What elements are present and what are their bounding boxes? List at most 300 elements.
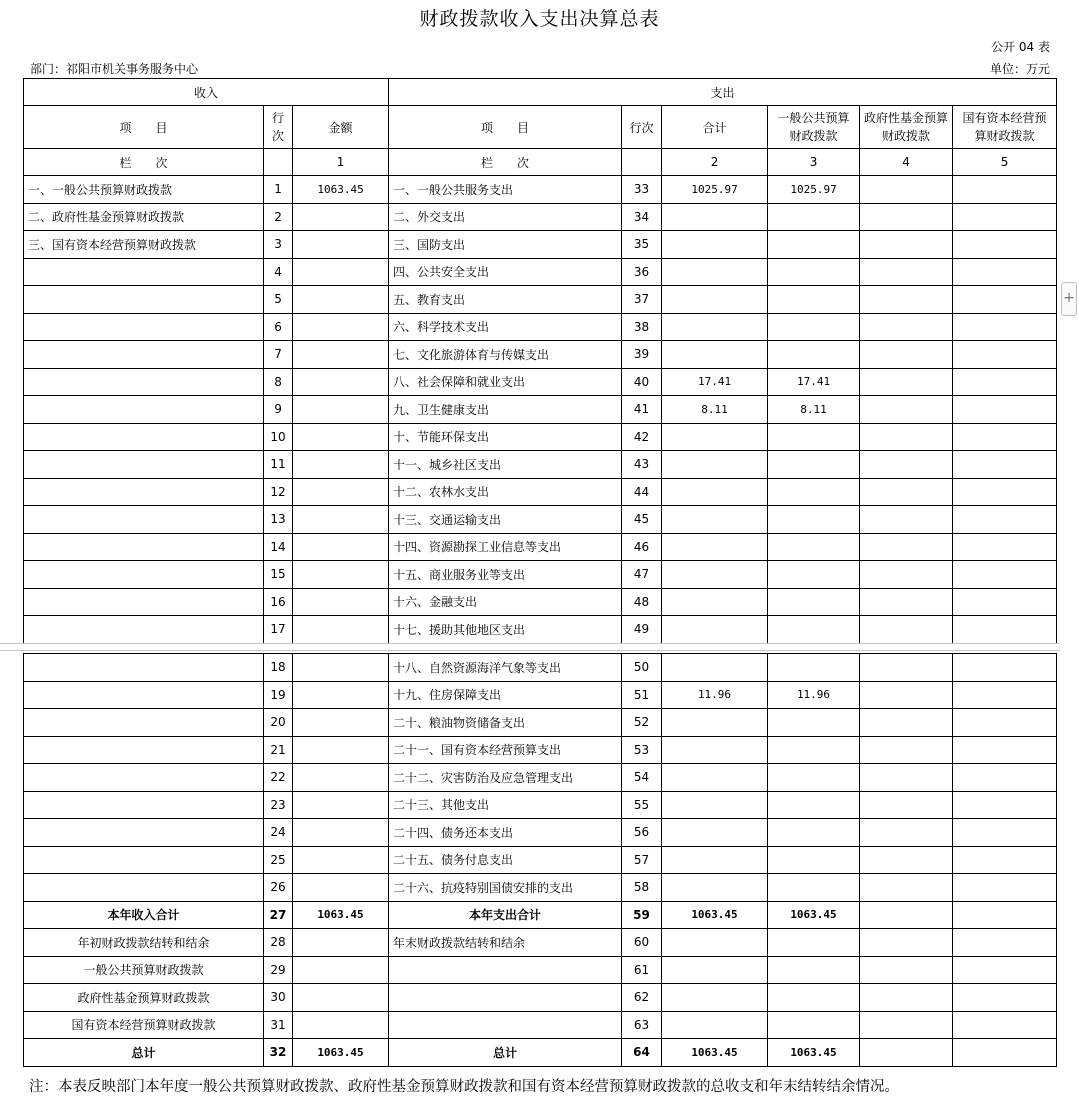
expense-state-capital-cell — [953, 423, 1057, 451]
table-row — [24, 561, 1057, 589]
expense-gov-fund-cell — [860, 176, 953, 204]
expense-line-cell: 34 — [622, 203, 662, 231]
income-amount-cell — [293, 616, 389, 644]
income-line-cell: 29 — [264, 956, 293, 984]
expense-item-cell: 五、教育支出 — [389, 286, 622, 314]
expense-general-cell — [768, 451, 860, 479]
table-row — [24, 231, 1057, 259]
expense-state-capital-cell — [953, 819, 1057, 847]
expense-total-cell — [662, 203, 768, 231]
expense-gov-fund-cell — [860, 231, 953, 259]
expense-state-capital-cell — [953, 451, 1057, 479]
expense-line-cell: 61 — [622, 956, 662, 984]
income-amount-cell: 1063.45 — [293, 901, 389, 929]
income-line-cell: 14 — [264, 533, 293, 561]
expense-item-cell: 十一、城乡社区支出 — [389, 451, 622, 479]
expense-total-cell — [662, 341, 768, 369]
income-line-cell: 26 — [264, 874, 293, 902]
income-item-cell: 二、政府性基金预算财政拨款 — [24, 203, 264, 231]
expense-total-cell — [662, 286, 768, 314]
expense-general-cell: 1063.45 — [768, 901, 860, 929]
expense-total-cell — [662, 956, 768, 984]
unit-label: 单位：万元 — [989, 62, 1050, 76]
column-number: 4 — [860, 149, 953, 176]
expense-item-cell: 二十五、债务付息支出 — [389, 846, 622, 874]
income-item-cell: 总计 — [24, 1039, 264, 1067]
expense-state-capital-cell — [953, 561, 1057, 589]
table-row — [24, 368, 1057, 396]
expense-general-cell — [768, 588, 860, 616]
expense-state-capital-cell — [953, 956, 1057, 984]
income-amount-cell — [293, 1011, 389, 1039]
income-item-cell: 一、一般公共预算财政拨款 — [24, 176, 264, 204]
income-amount-cell — [293, 423, 389, 451]
income-amount-cell — [293, 396, 389, 424]
table-row — [24, 588, 1057, 616]
expense-item-cell: 九、卫生健康支出 — [389, 396, 622, 424]
expense-gov-fund-cell — [860, 478, 953, 506]
income-line-cell: 23 — [264, 791, 293, 819]
expense-gov-fund-cell — [860, 709, 953, 737]
expense-total-cell: 1025.97 — [662, 176, 768, 204]
expense-line-header: 行次 — [622, 106, 662, 149]
income-amount-cell — [293, 286, 389, 314]
expense-line-cell: 35 — [622, 231, 662, 259]
expense-gov-fund-cell — [860, 791, 953, 819]
expense-state-capital-cell — [953, 588, 1057, 616]
income-line-cell: 27 — [264, 901, 293, 929]
income-item-cell — [24, 506, 264, 534]
income-line-cell: 6 — [264, 313, 293, 341]
expense-gov-fund-cell — [860, 929, 953, 957]
expense-gov-fund-cell — [860, 956, 953, 984]
income-header: 收入 — [24, 79, 389, 106]
expense-total-cell — [662, 506, 768, 534]
expense-total-cell — [662, 258, 768, 286]
gov-fund-header: 政府性基金预算财政拨款 — [860, 106, 953, 149]
expense-line-cell: 62 — [622, 984, 662, 1012]
expense-gov-fund-cell — [860, 588, 953, 616]
expense-general-cell — [768, 506, 860, 534]
expense-item-cell: 二十一、国有资本经营预算支出 — [389, 736, 622, 764]
column-number: 3 — [768, 149, 860, 176]
income-line-cell: 5 — [264, 286, 293, 314]
expense-general-cell — [768, 341, 860, 369]
expense-gov-fund-cell — [860, 846, 953, 874]
expense-gov-fund-cell — [860, 423, 953, 451]
expense-state-capital-cell — [953, 654, 1057, 682]
expense-item-cell: 十九、住房保障支出 — [389, 681, 622, 709]
page-break-line — [0, 650, 1060, 651]
expense-general-cell — [768, 874, 860, 902]
income-item-cell: 一般公共预算财政拨款 — [24, 956, 264, 984]
expense-general-cell — [768, 533, 860, 561]
expense-state-capital-cell — [953, 533, 1057, 561]
income-line-cell: 24 — [264, 819, 293, 847]
expense-state-capital-cell — [953, 846, 1057, 874]
table-row — [24, 396, 1057, 424]
expense-gov-fund-cell — [860, 616, 953, 644]
expense-gov-fund-cell — [860, 561, 953, 589]
table-row — [24, 819, 1057, 847]
table-row — [24, 709, 1057, 737]
expense-item-cell: 一、一般公共服务支出 — [389, 176, 622, 204]
column-number: 1 — [293, 149, 389, 176]
expense-line-cell: 63 — [622, 1011, 662, 1039]
expense-line-cell: 54 — [622, 764, 662, 792]
expense-line-cell: 42 — [622, 423, 662, 451]
expense-line-cell: 51 — [622, 681, 662, 709]
income-line-cell: 8 — [264, 368, 293, 396]
expense-line-cell: 36 — [622, 258, 662, 286]
table-row — [24, 681, 1057, 709]
expense-gov-fund-cell — [860, 341, 953, 369]
income-item-cell — [24, 874, 264, 902]
expense-line-cell: 45 — [622, 506, 662, 534]
income-amount-cell — [293, 368, 389, 396]
expense-gov-fund-cell — [860, 203, 953, 231]
expense-state-capital-cell — [953, 681, 1057, 709]
income-amount-cell — [293, 984, 389, 1012]
expense-line-cell: 39 — [622, 341, 662, 369]
expense-item-cell: 二十六、抗疫特别国债安排的支出 — [389, 874, 622, 902]
expense-gov-fund-cell — [860, 1011, 953, 1039]
table-row — [24, 1039, 1057, 1067]
expense-state-capital-cell — [953, 396, 1057, 424]
income-line-cell: 12 — [264, 478, 293, 506]
expense-item-cell: 十二、农林水支出 — [389, 478, 622, 506]
expense-line-cell: 50 — [622, 654, 662, 682]
expense-total-cell: 1063.45 — [662, 1039, 768, 1067]
income-item-cell — [24, 654, 264, 682]
income-amount-cell — [293, 451, 389, 479]
income-item-cell — [24, 819, 264, 847]
income-line-cell: 17 — [264, 616, 293, 644]
expense-line-cell: 58 — [622, 874, 662, 902]
table-row — [24, 846, 1057, 874]
income-line-cell: 18 — [264, 654, 293, 682]
income-item-cell: 政府性基金预算财政拨款 — [24, 984, 264, 1012]
table-row — [24, 901, 1057, 929]
expense-general-cell — [768, 819, 860, 847]
expense-item-cell: 十七、援助其他地区支出 — [389, 616, 622, 644]
expense-item-cell: 十三、交通运输支出 — [389, 506, 622, 534]
expense-line-cell: 46 — [622, 533, 662, 561]
expense-item-header: 项 目 — [389, 106, 622, 149]
expense-total-cell — [662, 654, 768, 682]
expense-line-cell: 49 — [622, 616, 662, 644]
expense-general-cell — [768, 984, 860, 1012]
expense-item-cell: 十四、资源勘探工业信息等支出 — [389, 533, 622, 561]
income-line-header: 行次 — [264, 106, 293, 149]
income-line-cell: 21 — [264, 736, 293, 764]
expense-general-cell: 1063.45 — [768, 1039, 860, 1067]
expense-gov-fund-cell — [860, 533, 953, 561]
report-title: 财政拨款收入支出决算总表 — [419, 8, 660, 30]
table-row — [24, 654, 1057, 682]
expense-line-cell: 59 — [622, 901, 662, 929]
income-amount-cell — [293, 764, 389, 792]
expense-line-cell: 37 — [622, 286, 662, 314]
income-line-cell: 13 — [264, 506, 293, 534]
expense-state-capital-cell — [953, 258, 1057, 286]
income-amount-cell — [293, 819, 389, 847]
table-row — [24, 791, 1057, 819]
expense-gov-fund-cell — [860, 258, 953, 286]
table-row — [24, 984, 1057, 1012]
income-item-cell — [24, 341, 264, 369]
expense-general-cell: 17.41 — [768, 368, 860, 396]
expense-gov-fund-cell — [860, 451, 953, 479]
expense-gov-fund-cell — [860, 984, 953, 1012]
table-row — [24, 423, 1057, 451]
expense-item-cell: 八、社会保障和就业支出 — [389, 368, 622, 396]
expense-state-capital-cell — [953, 791, 1057, 819]
income-amount-cell — [293, 874, 389, 902]
expense-total-cell — [662, 984, 768, 1012]
income-item-cell — [24, 533, 264, 561]
column-number: 5 — [953, 149, 1057, 176]
income-line-cell: 31 — [264, 1011, 293, 1039]
income-amount-cell — [293, 929, 389, 957]
expense-item-cell: 二十二、灾害防治及应急管理支出 — [389, 764, 622, 792]
table-row — [24, 286, 1057, 314]
income-amount-cell — [293, 561, 389, 589]
income-line-cell: 4 — [264, 258, 293, 286]
expense-gov-fund-cell — [860, 396, 953, 424]
expense-gov-fund-cell — [860, 819, 953, 847]
page-break-line — [0, 643, 1060, 644]
table-row — [24, 258, 1057, 286]
income-item-cell — [24, 561, 264, 589]
expense-general-cell: 11.96 — [768, 681, 860, 709]
expense-state-capital-cell — [953, 1039, 1057, 1067]
expense-line-cell: 44 — [622, 478, 662, 506]
expense-general-cell — [768, 709, 860, 737]
expense-line-cell: 52 — [622, 709, 662, 737]
expense-total-cell — [662, 846, 768, 874]
expense-state-capital-cell — [953, 341, 1057, 369]
income-line-cell: 32 — [264, 1039, 293, 1067]
expense-total-cell — [662, 561, 768, 589]
expense-gov-fund-cell — [860, 874, 953, 902]
expense-item-cell: 十五、商业服务业等支出 — [389, 561, 622, 589]
table-row — [24, 956, 1057, 984]
income-item-cell — [24, 423, 264, 451]
income-line-cell: 20 — [264, 709, 293, 737]
expense-gov-fund-cell — [860, 736, 953, 764]
expense-item-cell — [389, 1011, 622, 1039]
expense-item-cell: 本年支出合计 — [389, 901, 622, 929]
expense-gov-fund-cell — [860, 654, 953, 682]
expense-general-cell: 1025.97 — [768, 176, 860, 204]
income-line-cell: 2 — [264, 203, 293, 231]
expense-state-capital-cell — [953, 478, 1057, 506]
expense-state-capital-cell — [953, 984, 1057, 1012]
income-item-cell — [24, 764, 264, 792]
expense-total-cell — [662, 736, 768, 764]
income-amount-cell: 1063.45 — [293, 176, 389, 204]
income-line-cell: 30 — [264, 984, 293, 1012]
expense-item-cell: 十六、金融支出 — [389, 588, 622, 616]
expense-state-capital-cell — [953, 203, 1057, 231]
income-item-cell — [24, 286, 264, 314]
expense-state-capital-cell — [953, 506, 1057, 534]
income-amount-cell — [293, 258, 389, 286]
expense-line-cell: 60 — [622, 929, 662, 957]
income-line-cell: 16 — [264, 588, 293, 616]
income-amount-cell: 1063.45 — [293, 1039, 389, 1067]
income-item-cell — [24, 846, 264, 874]
income-item-cell — [24, 258, 264, 286]
income-amount-cell — [293, 313, 389, 341]
department-label: 部门：祁阳市机关事务服务中心 — [30, 62, 199, 76]
column-label: 栏 次 — [24, 149, 264, 176]
income-item-cell — [24, 368, 264, 396]
expense-gov-fund-cell — [860, 506, 953, 534]
expense-item-cell: 七、文化旅游体育与传媒支出 — [389, 341, 622, 369]
expense-general-cell — [768, 929, 860, 957]
expense-total-cell — [662, 231, 768, 259]
table-row — [24, 929, 1057, 957]
income-item-cell — [24, 681, 264, 709]
expense-state-capital-cell — [953, 901, 1057, 929]
state-capital-header: 国有资本经营预算财政拨款 — [953, 106, 1057, 149]
income-item-cell: 本年收入合计 — [24, 901, 264, 929]
income-line-cell: 25 — [264, 846, 293, 874]
expense-item-cell: 六、科学技术支出 — [389, 313, 622, 341]
table-row — [24, 176, 1057, 204]
income-item-cell: 国有资本经营预算财政拨款 — [24, 1011, 264, 1039]
expense-general-cell — [768, 764, 860, 792]
income-line-cell: 11 — [264, 451, 293, 479]
expense-general-cell — [768, 846, 860, 874]
income-amount-cell — [293, 791, 389, 819]
expense-line-cell: 41 — [622, 396, 662, 424]
income-item-cell — [24, 313, 264, 341]
income-item-cell — [24, 588, 264, 616]
expense-total-cell: 17.41 — [662, 368, 768, 396]
income-item-cell — [24, 451, 264, 479]
income-line-cell: 28 — [264, 929, 293, 957]
income-line-cell: 19 — [264, 681, 293, 709]
expense-header: 支出 — [389, 79, 1057, 106]
income-item-cell: 年初财政拨款结转和结余 — [24, 929, 264, 957]
expense-total-cell — [662, 616, 768, 644]
expense-line-cell: 56 — [622, 819, 662, 847]
income-line-cell: 10 — [264, 423, 293, 451]
expense-line-cell: 38 — [622, 313, 662, 341]
expense-line-cell: 57 — [622, 846, 662, 874]
expense-line-cell: 43 — [622, 451, 662, 479]
expense-general-cell — [768, 286, 860, 314]
income-amount-cell — [293, 203, 389, 231]
expense-item-cell — [389, 984, 622, 1012]
expense-total-cell — [662, 1011, 768, 1039]
expense-total-cell — [662, 533, 768, 561]
table-row — [24, 736, 1057, 764]
expense-state-capital-cell — [953, 709, 1057, 737]
income-line-cell: 3 — [264, 231, 293, 259]
expense-state-capital-cell — [953, 616, 1057, 644]
column-label: 栏 次 — [389, 149, 622, 176]
expense-total-cell — [662, 478, 768, 506]
expense-total-cell: 1063.45 — [662, 901, 768, 929]
total-header: 合计 — [662, 106, 768, 149]
expense-total-cell — [662, 313, 768, 341]
expense-item-cell: 二、外交支出 — [389, 203, 622, 231]
expense-total-cell — [662, 874, 768, 902]
expense-gov-fund-cell — [860, 1039, 953, 1067]
expense-general-cell — [768, 616, 860, 644]
income-amount-cell — [293, 681, 389, 709]
expense-item-cell: 二十四、债务还本支出 — [389, 819, 622, 847]
report-table-bottom — [23, 653, 1057, 1067]
income-item-cell — [24, 478, 264, 506]
expense-total-cell — [662, 423, 768, 451]
expense-state-capital-cell — [953, 874, 1057, 902]
income-item-cell — [24, 709, 264, 737]
expense-state-capital-cell — [953, 1011, 1057, 1039]
expense-line-cell: 47 — [622, 561, 662, 589]
income-line-cell: 9 — [264, 396, 293, 424]
expense-item-cell: 三、国防支出 — [389, 231, 622, 259]
table-row — [24, 451, 1057, 479]
expense-total-cell — [662, 819, 768, 847]
expense-line-cell: 53 — [622, 736, 662, 764]
expense-total-cell — [662, 451, 768, 479]
expense-line-cell: 48 — [622, 588, 662, 616]
expense-state-capital-cell — [953, 368, 1057, 396]
table-row — [24, 1011, 1057, 1039]
expense-state-capital-cell — [953, 231, 1057, 259]
expense-total-cell: 8.11 — [662, 396, 768, 424]
table-row — [24, 341, 1057, 369]
expense-state-capital-cell — [953, 929, 1057, 957]
income-line-cell: 22 — [264, 764, 293, 792]
expense-total-cell: 11.96 — [662, 681, 768, 709]
expense-gov-fund-cell — [860, 368, 953, 396]
income-amount-cell — [293, 736, 389, 764]
table-row — [24, 506, 1057, 534]
table-row — [24, 874, 1057, 902]
expense-state-capital-cell — [953, 764, 1057, 792]
expense-general-cell — [768, 791, 860, 819]
expense-general-cell — [768, 423, 860, 451]
income-line-cell: 15 — [264, 561, 293, 589]
expand-toggle-button[interactable]: + — [1061, 282, 1077, 316]
income-amount-cell — [293, 956, 389, 984]
table-row — [24, 478, 1057, 506]
table-row — [24, 203, 1057, 231]
income-amount-cell — [293, 533, 389, 561]
expense-gov-fund-cell — [860, 313, 953, 341]
expense-line-cell: 64 — [622, 1039, 662, 1067]
income-item-cell — [24, 736, 264, 764]
expense-line-cell: 33 — [622, 176, 662, 204]
income-item-cell — [24, 396, 264, 424]
expense-gov-fund-cell — [860, 286, 953, 314]
expense-item-cell: 总计 — [389, 1039, 622, 1067]
expense-item-cell — [389, 956, 622, 984]
income-amount-cell — [293, 846, 389, 874]
expense-general-cell — [768, 258, 860, 286]
expense-gov-fund-cell — [860, 901, 953, 929]
income-amount-cell — [293, 588, 389, 616]
expense-state-capital-cell — [953, 736, 1057, 764]
income-line-cell: 1 — [264, 176, 293, 204]
table-row — [24, 533, 1057, 561]
